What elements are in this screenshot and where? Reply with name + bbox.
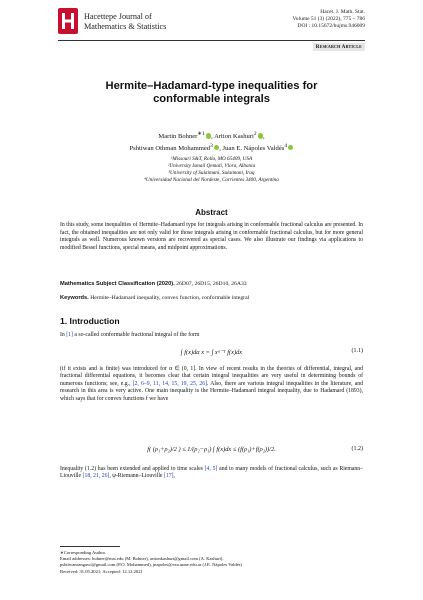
footnote-email-1: Email addresses: bohner@mst.edu (M. Bohner), artionkashuri@gmail.com (A. Kashuri),: [60, 556, 224, 562]
equation-body: ∫ f(x)dα x = ∫ xᵅ⁻¹ f(x)dx: [180, 349, 243, 356]
citation-link[interactable]: [18, 21, 26]: [82, 473, 110, 480]
footnote-corresponding: ∗Corresponding Author.: [60, 550, 106, 555]
header-rule: [58, 40, 365, 41]
author-line2: [60, 142, 363, 154]
author-name: , Juan E. Nápoles Valdés: [219, 144, 285, 152]
citation-link[interactable]: [2, 6–9, 11, 14, 15, 19, 25, 26]: [132, 380, 208, 387]
author-name: Martin Bohner: [158, 133, 198, 141]
equation-1-1: [60, 348, 363, 356]
citation-link[interactable]: [17]: [163, 473, 174, 480]
paper-title: [60, 80, 363, 106]
equation-body: f( (ρ₁+ρ₂)/2 ) ≤ 1/(ρ₂−ρ₁) ∫ f(x)dx ≤ (f(ρ₁)+f(ρ₂))/2.: [147, 446, 276, 453]
affiliation-1: ¹Missouri S&T, Rolla, MO 65409, USA: [170, 156, 253, 162]
author-name: Pshtiwan Othman Mohammed: [129, 144, 211, 152]
abstract-text: In this study, some inequalities of Hermite–Hadamard type for integrals arising in conformable fractional calculus are presented. In fact, the obtained inequalities are not only valid for those integrals arising in conformable fractional calculus, but for more general integrals as well. Numerous known versions are recovered as special cases. We also illustrate our findings via applications to modified Bessel functions, special means, and midpoint approximations.: [60, 222, 363, 251]
intro-paragraph-1: [60, 332, 363, 339]
author-list: [60, 130, 363, 154]
section-heading-introduction: 1. Introduction: [60, 316, 120, 326]
meta-volume: Volume 51 (3) (2022), 775 – 786: [292, 15, 365, 22]
footnotes: [60, 550, 363, 575]
author-separator: ,: [262, 133, 265, 141]
meta-abbrev: Hacet. J. Math. Stat.: [320, 9, 365, 15]
msc-value: 26D07, 26D15, 26D10, 26A33: [176, 281, 247, 287]
meta-doi: DOI : 10.15672/hujms.946009: [297, 22, 365, 29]
keywords-label: Keywords.: [60, 295, 89, 301]
affiliations: [60, 156, 363, 184]
author-line1: [60, 130, 363, 142]
journal-meta: [293, 9, 365, 29]
intro-paragraph-3: [60, 466, 363, 481]
intro-paragraph-2: [60, 366, 363, 403]
affiliation-3: ³University of Sulaimani, Sulaimani, Iraq: [168, 170, 255, 176]
equation-number: (1.2): [351, 446, 363, 452]
footnote-dates: Received: 31.05.2021; Accepted: 12.12.2021: [60, 568, 143, 574]
title-line2: conformable integrals: [153, 93, 270, 105]
journal-name-line1: Hacettepe Journal of: [84, 12, 152, 21]
article-type-badge: Research Article: [313, 43, 365, 51]
equation-1-2: [60, 446, 363, 453]
text-run: . Also, there are various integral inequalities in the literature, and research in this area is very active. One main inequality is the Hermite–Hadamard integral inequality, due to Hadamard (1893), which says that for convex functions f we have: [60, 380, 364, 402]
text-run: ,: [173, 473, 175, 480]
journal-logo-icon: [58, 8, 78, 34]
text-run: (if it exists and is finite) was introduced for α ∈ (0, 1]. In view of recent results in the theories of differential, integral, and fractional differential equations, it becomes clear that certain integral inequalities are very useful in determining bounds of numerous functions; see, e.g.,: [60, 366, 363, 387]
citation-link[interactable]: [1]: [66, 332, 73, 338]
author-mark: 4: [284, 142, 288, 149]
author-name: , Artion Kashuri: [211, 133, 254, 141]
citation-link[interactable]: [4, 5]: [204, 466, 218, 472]
footnote-email-2: pshtiwansangawi@gmail.com (P.O. Mohammed), jnapoles@exa.unne.edu.ar (J.E. Nápoles Valdés): [60, 562, 243, 568]
orcid-icon[interactable]: [288, 145, 293, 150]
text-run: a so-called conformable fractional integral of the form: [72, 332, 200, 338]
keywords-value: Hermite–Hadamard inequality, convex function, conformable integral: [90, 295, 250, 301]
msc-classification: [60, 281, 363, 287]
author-mark: 2: [253, 131, 257, 137]
author-mark: ∗1: [197, 131, 205, 137]
text-run: Inequality (1.2) has been extended and applied to time scales: [60, 466, 205, 472]
equation-number: (1.1): [351, 348, 363, 354]
author-mark: 3: [210, 142, 213, 149]
keywords: [60, 295, 363, 301]
journal-name-line2: Mathematics & Statistics: [84, 21, 167, 31]
text-run: , ψ-Riemann–Liouville: [109, 473, 164, 480]
footnote-rule: [60, 546, 120, 547]
title-line1: Hermite–Hadamard-type inequalities for: [105, 80, 318, 92]
journal-name: [84, 12, 166, 31]
text-run: and to many models of fractional calculus, such as Riemann–Liouville: [60, 466, 364, 480]
abstract-heading: Abstract: [195, 208, 228, 217]
affiliation-4: ⁴Universidad Nacional del Nordeste, Corrientes 3400, Argentina: [144, 177, 279, 183]
msc-label: Mathematics Subject Classification (2020).: [60, 281, 175, 287]
text-run: In: [60, 332, 67, 338]
affiliation-2: ²University Ismail Qemali, Vlora, Albania: [167, 163, 256, 169]
